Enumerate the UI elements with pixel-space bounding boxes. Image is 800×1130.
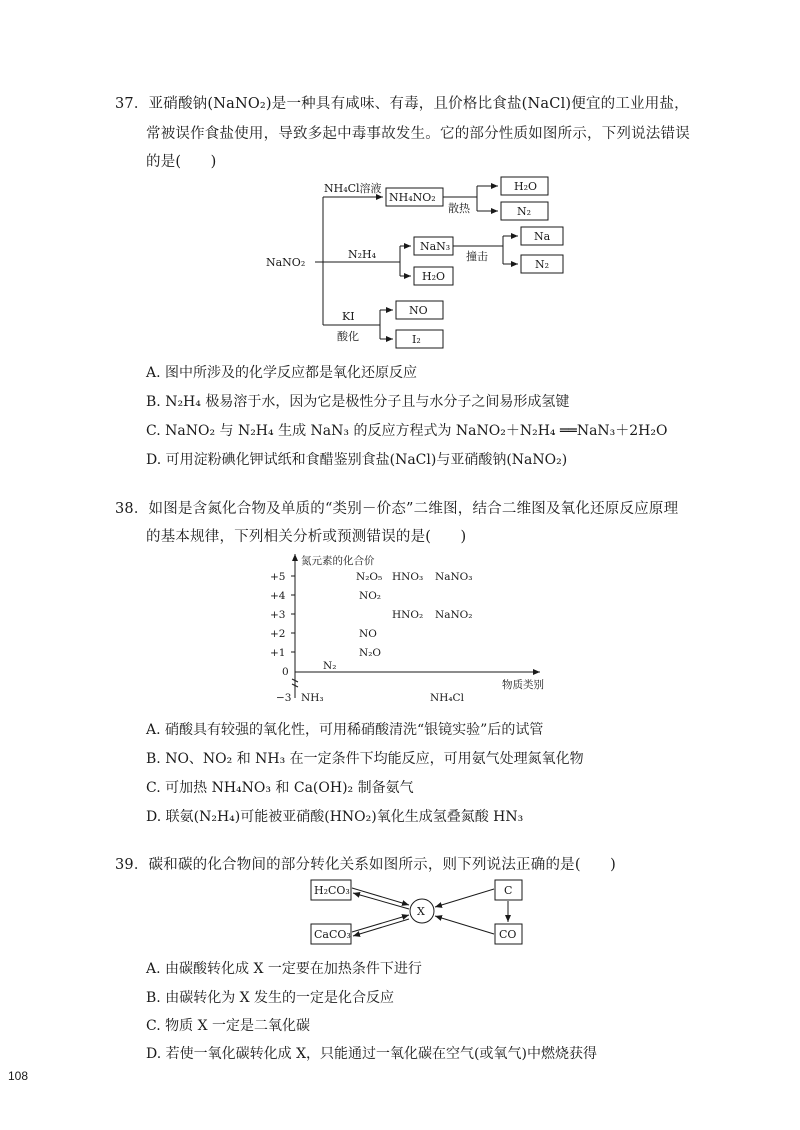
point-n2o: N₂O — [359, 647, 382, 659]
tick-plus2: +2 — [270, 628, 286, 640]
q37-option-b: B. N₂H₄ 极易溶于水，因为它是极性分子且与水分子之间易形成氢键 — [146, 394, 570, 410]
point-no: NO — [359, 628, 377, 640]
point-n2o5: N₂O₅ — [356, 571, 383, 583]
point-nano3: NaNO₃ — [435, 571, 473, 583]
q37-stem-line-3: 的是( ) — [146, 154, 217, 170]
q37-stem-line-1: 37．亚硝酸钠(NaNO₂)是一种具有咸味、有毒，且价格比食盐(NaCl)便宜的工业用盐， — [115, 96, 689, 112]
label-na: Na — [534, 230, 551, 243]
tick-plus1: +1 — [270, 647, 286, 659]
label-heat: 散热 — [448, 202, 470, 215]
point-n2: N₂ — [323, 660, 337, 672]
q37-option-d: D. 可用淀粉碘化钾试纸和食醋鉴别食盐(NaCl)与亚硝酸钠(NaNO₂) — [146, 452, 568, 468]
label-nan3: NaN₃ — [420, 240, 451, 253]
q38-option-c: C. 可加热 NH₄NO₃ 和 Ca(OH)₂ 制备氨气 — [146, 780, 414, 796]
label-i2: I₂ — [412, 333, 421, 346]
page-number: 108 — [8, 1069, 29, 1083]
label-no: NO — [409, 304, 428, 317]
label-x: X — [417, 905, 425, 918]
label-n2-1: N₂ — [517, 205, 532, 218]
q38-option-b: B. NO、NO₂ 和 NH₃ 在一定条件下均能反应，可用氨气处理氮氧化物 — [146, 751, 584, 767]
q38-stem-line-2: 的基本规律，下列相关分析或预测错误的是( ) — [146, 529, 467, 545]
label-n2-2: N₂ — [535, 258, 550, 271]
label-h2co3: H₂CO₃ — [314, 884, 350, 897]
label-impact: 撞击 — [466, 250, 488, 263]
q39-option-c: C. 物质 X 一定是二氧化碳 — [146, 1018, 310, 1034]
label-acidify: 酸化 — [337, 330, 359, 343]
label-nh4no2: NH₄NO₂ — [389, 191, 436, 204]
point-hno2: HNO₂ — [392, 609, 424, 621]
y-axis-title: 氮元素的化合价 — [301, 555, 375, 567]
q38-valence-chart — [268, 548, 568, 708]
label-h2o-1: H₂O — [514, 180, 538, 193]
tick-minus3: −3 — [276, 692, 292, 704]
point-nh3: NH₃ — [301, 692, 324, 704]
point-nh4cl: NH₄Cl — [430, 692, 464, 704]
q39-option-a: A. 由碳酸转化成 X 一定要在加热条件下进行 — [146, 961, 422, 977]
label-co: CO — [499, 928, 517, 941]
label-h2o-2: H₂O — [422, 270, 446, 283]
x-axis-title: 物质类别 — [502, 679, 544, 691]
tick-plus3: +3 — [270, 609, 286, 621]
q39-option-b: B. 由碳转化为 X 发生的一定是化合反应 — [146, 990, 395, 1006]
q39-carbon-diagram — [305, 874, 535, 949]
q38-stem-line-1: 38．如图是含氮化合物及单质的“类别－价态”二维图，结合二维图及氧化还原反应原理 — [115, 501, 679, 517]
q37-reaction-diagram — [260, 172, 590, 352]
tick-plus4: +4 — [270, 590, 286, 602]
tick-plus5: +5 — [270, 571, 286, 583]
label-nano2: NaNO₂ — [266, 256, 306, 269]
label-ki: KI — [342, 310, 355, 323]
tick-zero: 0 — [282, 666, 289, 678]
label-nh4cl: NH₄Cl溶液 — [324, 182, 382, 195]
q37-option-a: A. 图中所涉及的化学反应都是氧化还原反应 — [146, 365, 418, 381]
q38-option-d: D. 联氨(N₂H₄)可能被亚硝酸(HNO₂)氧化生成氢叠氮酸 HN₃ — [146, 809, 524, 825]
q37-option-c: C. NaNO₂ 与 N₂H₄ 生成 NaN₃ 的反应方程式为 NaNO₂＋N₂H₄ ══NaN₃＋2H₂O — [146, 423, 668, 439]
point-hno3: HNO₃ — [392, 571, 424, 583]
point-no2: NO₂ — [359, 590, 382, 602]
label-c: C — [504, 884, 513, 897]
label-caco3: CaCO₃ — [314, 928, 351, 941]
q37-stem-line-2: 常被误作食盐使用，导致多起中毒事故发生。它的部分性质如图所示，下列说法错误 — [146, 126, 690, 142]
q38-option-a: A. 硝酸具有较强的氧化性，可用稀硝酸清洗“银镜实验”后的试管 — [146, 722, 544, 738]
label-n2h4: N₂H₄ — [348, 248, 377, 261]
q39-option-d: D. 若使一氧化碳转化成 X，只能通过一氧化碳在空气(或氧气)中燃烧获得 — [146, 1046, 597, 1062]
q39-stem-line-1: 39．碳和碳的化合物间的部分转化关系如图所示，则下列说法正确的是( ) — [115, 857, 616, 873]
point-nano2: NaNO₂ — [435, 609, 473, 621]
